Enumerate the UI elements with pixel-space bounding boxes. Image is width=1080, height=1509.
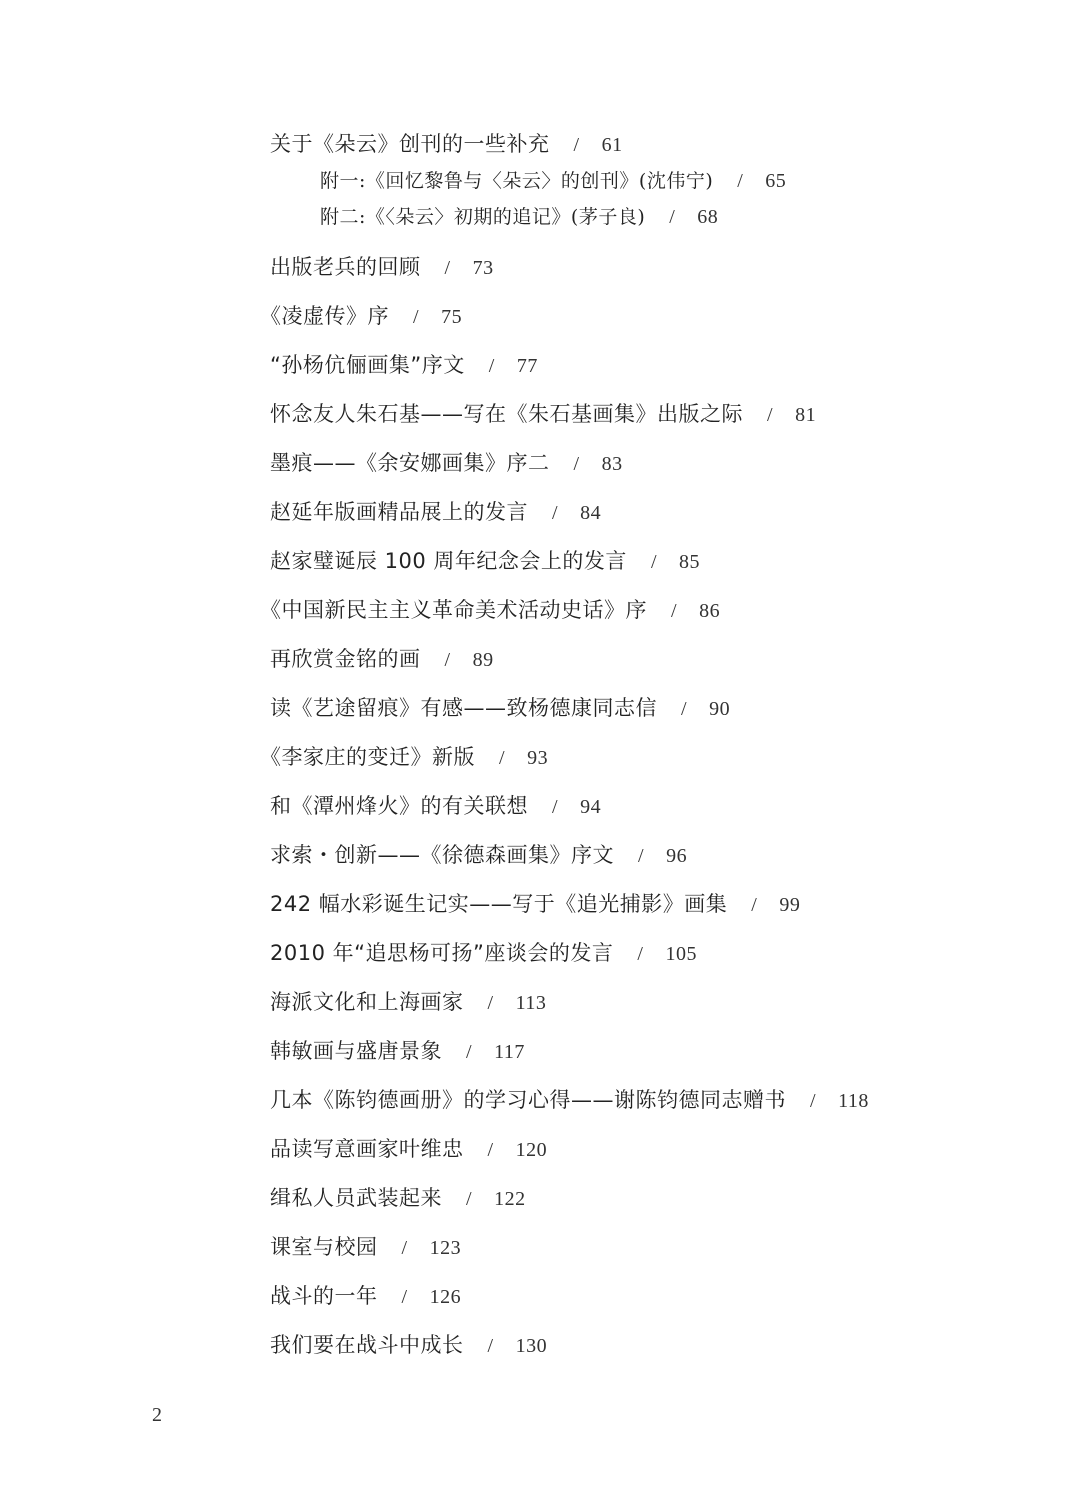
toc-separator: / <box>401 1237 408 1259</box>
toc-entry-title: 《李家庄的变迁》新版 <box>260 745 475 769</box>
toc-entry-title: 海派文化和上海画家 <box>270 990 464 1014</box>
toc-entry-title: 《凌虚传》序 <box>260 304 389 328</box>
toc-entry-title: “孙杨伉俪画集”序文 <box>270 353 465 377</box>
toc-separator: / <box>573 134 580 156</box>
toc-separator: / <box>552 502 559 524</box>
toc-entry-page: 81 <box>795 404 817 426</box>
toc-separator: / <box>650 551 657 573</box>
toc-sub-entry <box>270 197 1030 247</box>
toc-entry-page: 61 <box>601 134 623 156</box>
toc-separator: / <box>671 600 678 622</box>
toc-entry-title: 几本《陈钧德画册》的学习心得——谢陈钧德同志赠书 <box>270 1088 786 1112</box>
toc-entry-page: 73 <box>472 257 494 279</box>
toc-separator: / <box>487 1335 494 1357</box>
toc-entry <box>270 541 1030 590</box>
toc-separator: / <box>466 1188 473 1210</box>
toc-entry-title: 我们要在战斗中成长 <box>270 1333 464 1357</box>
toc-entry <box>270 443 1030 492</box>
toc-entry-page: 89 <box>472 649 494 671</box>
toc-entry-title: 出版老兵的回顾 <box>270 255 421 279</box>
toc-entry-page: 85 <box>679 551 700 573</box>
toc-entry-page: 96 <box>666 845 688 867</box>
toc-entry <box>270 1031 1030 1080</box>
toc-separator: / <box>487 992 494 1014</box>
toc-entry <box>270 786 1030 835</box>
toc-separator: / <box>444 257 451 279</box>
toc-separator: / <box>487 1139 494 1161</box>
toc-entry-title: 附二:《〈朵云〉初期的追记》(茅子良) <box>320 206 646 228</box>
toc-separator: / <box>573 453 580 475</box>
toc-entry <box>270 1325 1030 1374</box>
toc-separator: / <box>488 355 495 377</box>
toc-separator: / <box>444 649 451 671</box>
toc-entry <box>270 492 1030 541</box>
toc-entry-title: 战斗的一年 <box>270 1284 378 1308</box>
toc-separator: / <box>638 845 645 867</box>
toc-entry-page: 86 <box>699 600 721 622</box>
toc-entry-page: 93 <box>527 747 549 769</box>
toc-entry-title: 2010 年“追思杨可扬”座谈会的发言 <box>270 941 614 965</box>
toc-entry <box>270 394 1030 443</box>
toc-entry-page: 120 <box>515 1139 548 1161</box>
toc-separator: / <box>401 1286 408 1308</box>
toc-entry-page: 117 <box>494 1041 525 1063</box>
toc-entry-page: 84 <box>580 502 602 524</box>
toc-entry-page: 113 <box>515 992 547 1014</box>
toc-entry <box>270 1227 1030 1276</box>
toc-entry <box>270 1276 1030 1325</box>
toc-entry <box>260 590 1030 639</box>
toc-entry-title: 关于《朵云》创刊的一些补充 <box>270 132 550 156</box>
toc-separator: / <box>810 1090 817 1112</box>
toc-entry-title: 附一:《回忆黎鲁与〈朵云〉的创刊》(沈伟宁) <box>320 170 714 192</box>
toc-entry-title: 读《艺途留痕》有感——致杨德康同志信 <box>270 696 657 720</box>
toc-entry-title: 《中国新民主主义革命美术活动史话》序 <box>260 598 647 622</box>
toc-entry-page: 90 <box>709 698 731 720</box>
toc-entry-title: 墨痕——《余安娜画集》序二 <box>270 451 550 475</box>
toc-entry <box>270 933 1030 982</box>
toc-entry <box>270 247 1030 296</box>
toc-separator: / <box>767 404 774 426</box>
toc-entry-title: 赵延年版画精品展上的发言 <box>270 500 528 524</box>
toc-entry <box>270 1080 1030 1129</box>
toc-entry <box>270 124 1030 161</box>
toc-separator: / <box>681 698 688 720</box>
toc-separator: / <box>466 1041 473 1063</box>
toc-entry <box>270 1129 1030 1178</box>
toc-entry-page: 130 <box>515 1335 548 1357</box>
toc-separator: / <box>751 894 758 916</box>
table-of-contents <box>260 124 1030 1374</box>
toc-entry <box>270 884 1030 933</box>
toc-entry-title: 缉私人员武装起来 <box>270 1186 442 1210</box>
toc-separator: / <box>413 306 420 328</box>
toc-entry-title: 和《潭州烽火》的有关联想 <box>270 794 528 818</box>
toc-entry <box>270 982 1030 1031</box>
toc-entry <box>260 737 1030 786</box>
toc-entry-title: 品读写意画家叶维忠 <box>270 1137 464 1161</box>
toc-separator: / <box>552 796 559 818</box>
toc-entry-page: 122 <box>494 1188 526 1210</box>
toc-entry-page: 105 <box>665 943 697 965</box>
toc-entry-page: 99 <box>779 894 801 916</box>
toc-entry-page: 94 <box>580 796 602 818</box>
toc-entry-title: 赵家璧诞辰 100 周年纪念会上的发言 <box>270 549 627 573</box>
toc-entry-title: 韩敏画与盛唐景象 <box>270 1039 442 1063</box>
toc-entry <box>270 639 1030 688</box>
toc-entry-page: 75 <box>441 306 463 328</box>
toc-separator: / <box>737 170 744 192</box>
toc-entry-page: 118 <box>838 1090 869 1112</box>
toc-entry-title: 再欣赏金铭的画 <box>270 647 421 671</box>
toc-entry-title: 课室与校园 <box>270 1235 378 1259</box>
toc-entry <box>270 688 1030 737</box>
toc-entry <box>270 835 1030 884</box>
toc-entry <box>270 345 1030 394</box>
toc-entry <box>270 1178 1030 1227</box>
toc-entry <box>260 296 1030 345</box>
toc-separator: / <box>499 747 506 769</box>
toc-entry-page: 68 <box>697 206 719 228</box>
toc-entry-page: 83 <box>601 453 623 475</box>
toc-entry-page: 123 <box>429 1237 462 1259</box>
page-number: 2 <box>152 1404 162 1426</box>
toc-sub-entry <box>270 161 1030 197</box>
toc-entry-title: 242 幅水彩诞生记实——写于《追光捕影》画集 <box>270 892 728 916</box>
toc-entry-page: 77 <box>516 355 538 377</box>
toc-entry-page: 126 <box>429 1286 462 1308</box>
toc-separator: / <box>637 943 644 965</box>
toc-entry-page: 65 <box>765 170 787 192</box>
toc-entry-title: 怀念友人朱石基——写在《朱石基画集》出版之际 <box>270 402 743 426</box>
toc-entry-title: 求索・创新——《徐德森画集》序文 <box>270 843 614 867</box>
toc-separator: / <box>669 206 676 228</box>
